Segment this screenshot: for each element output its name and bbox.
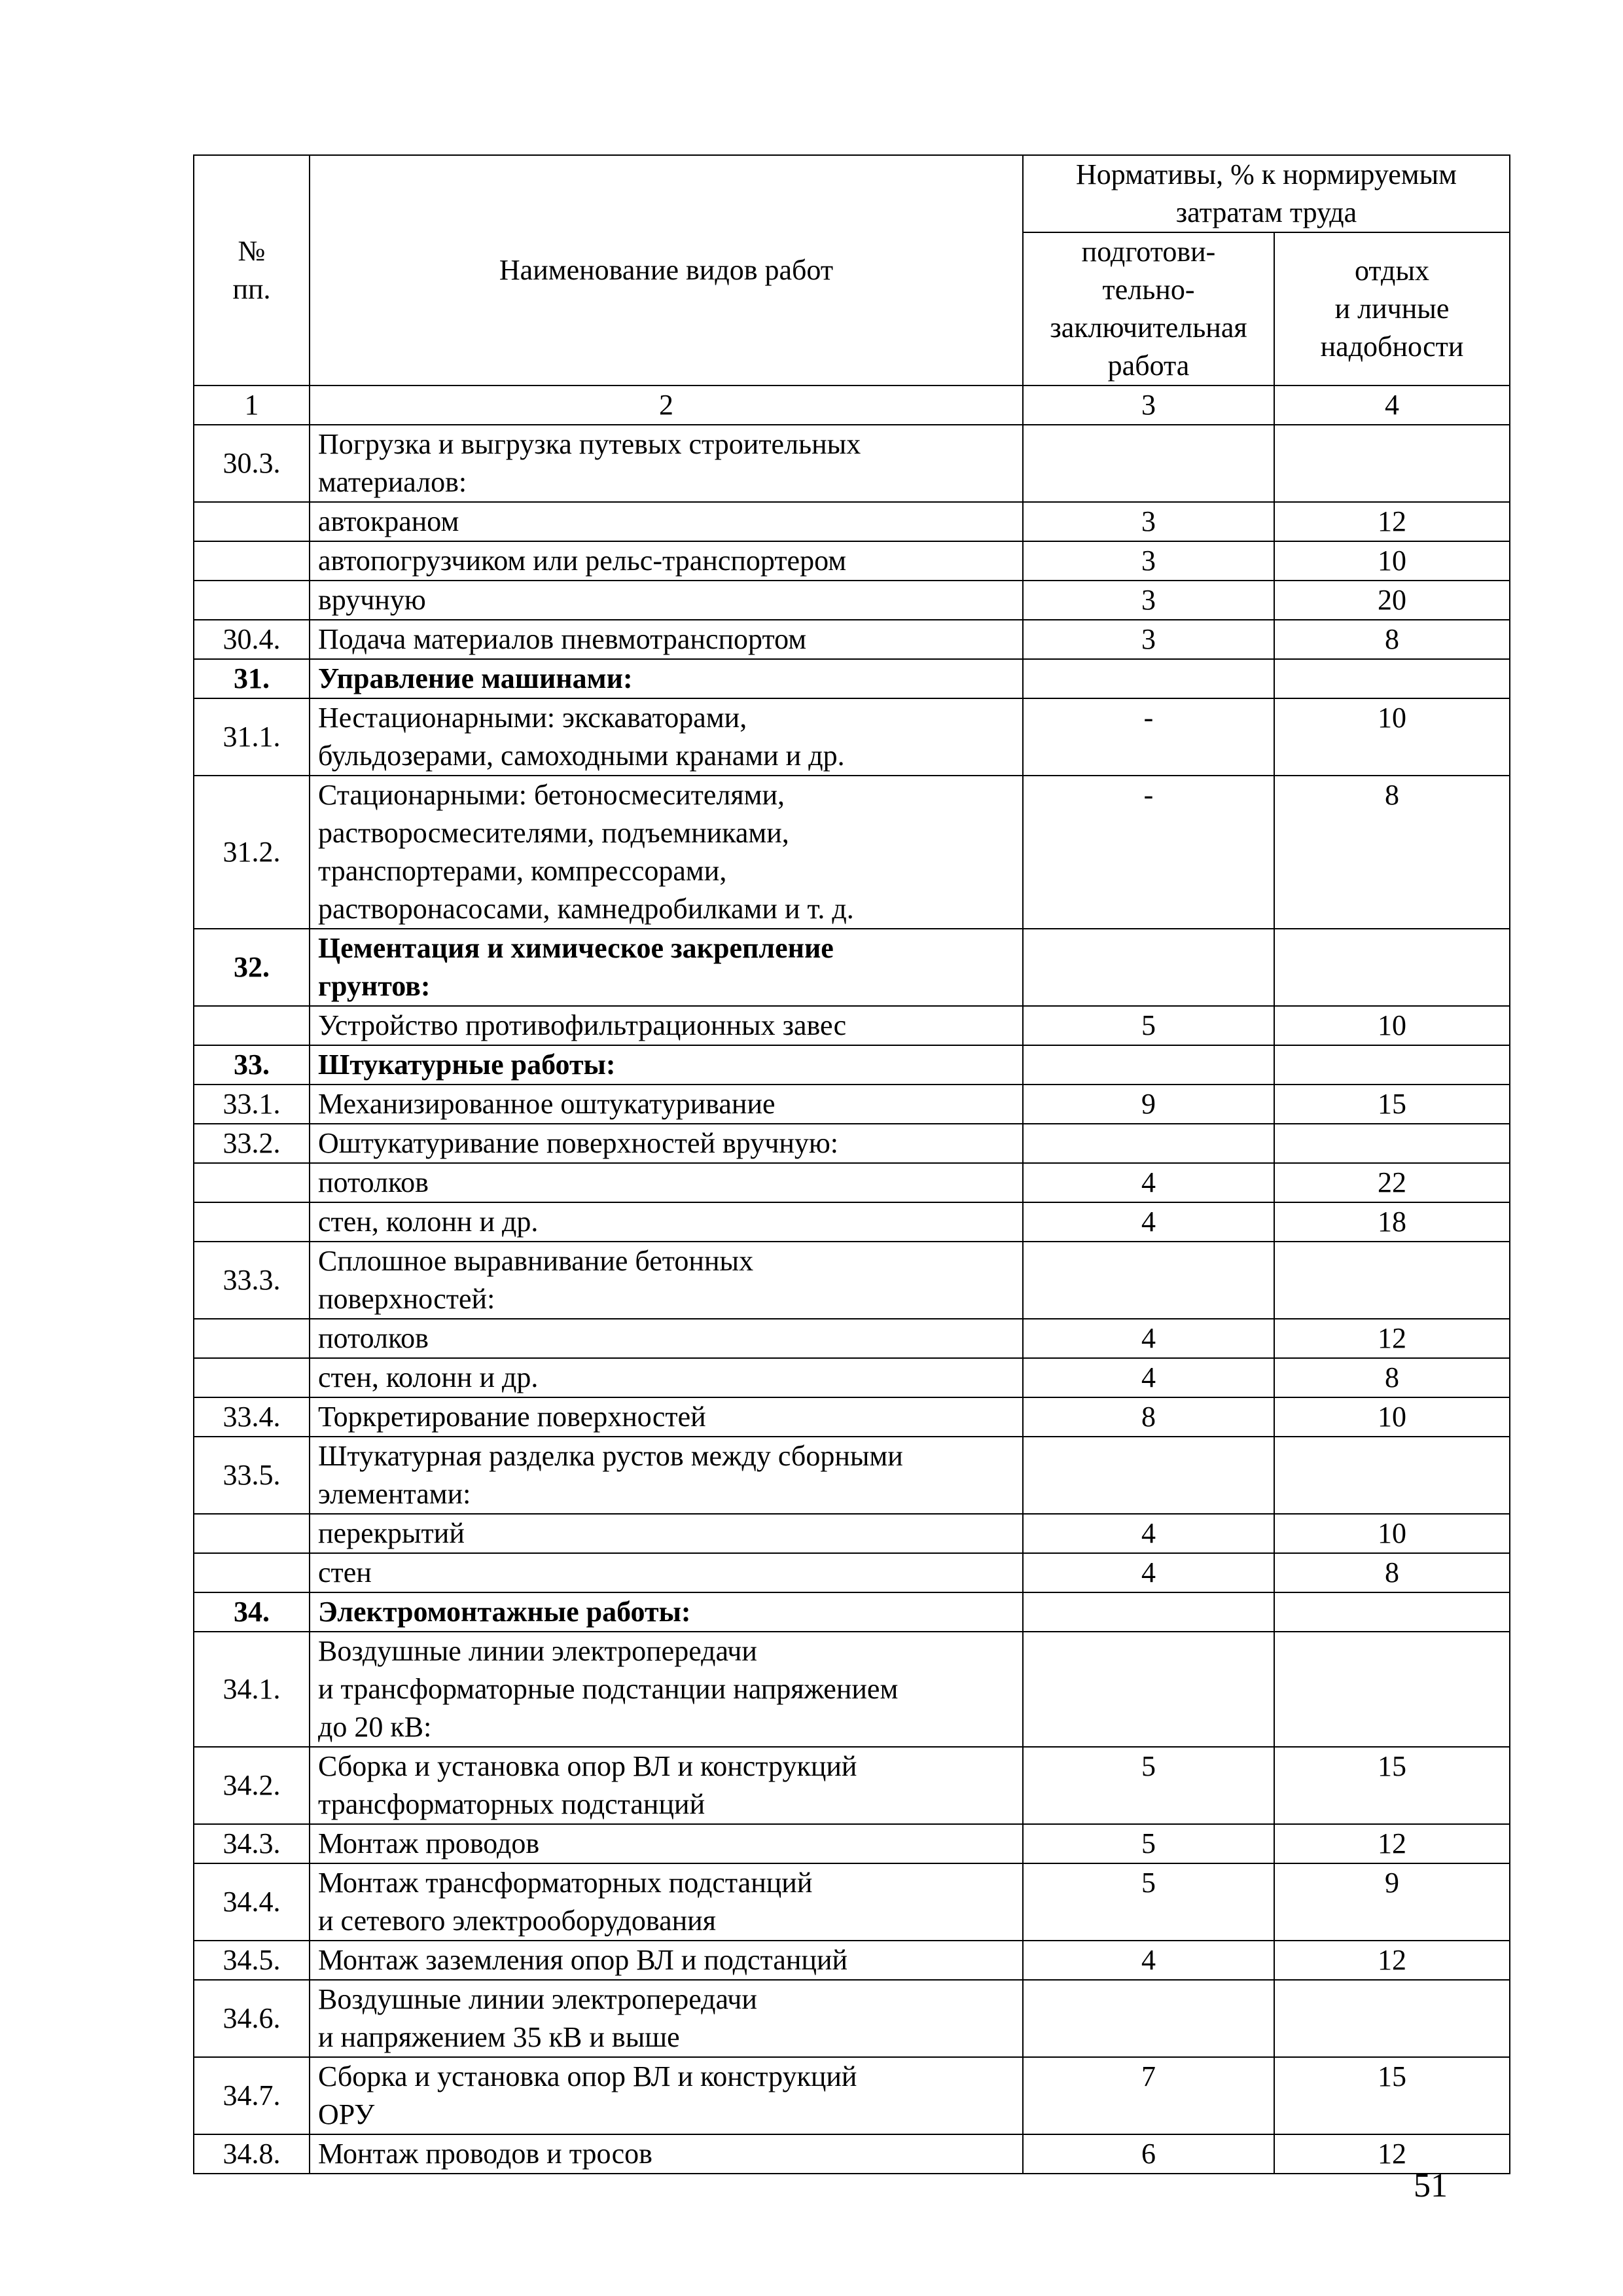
table-row bbox=[194, 2134, 1510, 2174]
row-number: 33.4. bbox=[194, 1397, 310, 1437]
column-numbers-row bbox=[194, 386, 1510, 425]
row-name: Погрузка и выгрузка путевых строительных материалов: bbox=[310, 425, 1023, 502]
row-prep-value: 7 bbox=[1023, 2057, 1274, 2134]
row-rest-value bbox=[1274, 1045, 1510, 1085]
header-norms: Нормативы, % к нормируемым затратам труда bbox=[1023, 155, 1510, 232]
header-name: Наименование видов работ bbox=[310, 155, 1023, 386]
row-name: Монтаж проводов и тросов bbox=[310, 2134, 1023, 2174]
table-row bbox=[194, 659, 1510, 698]
row-name: Сборка и установка опор ВЛ и конструкций ОРУ bbox=[310, 2057, 1023, 2134]
row-number bbox=[194, 1319, 310, 1358]
table-row bbox=[194, 1747, 1510, 1824]
row-name: Торкретирование поверхностей bbox=[310, 1397, 1023, 1437]
table-row bbox=[194, 1824, 1510, 1863]
table-row bbox=[194, 929, 1510, 1006]
row-rest-value: 8 bbox=[1274, 620, 1510, 659]
row-name: Стационарными: бетоносмесителями, растворосмесителями, подъемниками, транспортерами, компрессорами, растворонасосами, камнедробилками и т. д. bbox=[310, 776, 1023, 929]
row-prep-value bbox=[1023, 1980, 1274, 2057]
row-name: Монтаж заземления опор ВЛ и подстанций bbox=[310, 1941, 1023, 1980]
row-number: 34.1. bbox=[194, 1632, 310, 1747]
row-prep-value: 4 bbox=[1023, 1202, 1274, 1242]
row-rest-value: 12 bbox=[1274, 1319, 1510, 1358]
row-rest-value bbox=[1274, 1124, 1510, 1163]
row-number: 34.2. bbox=[194, 1747, 310, 1824]
row-name: вручную bbox=[310, 581, 1023, 620]
row-rest-value: 8 bbox=[1274, 776, 1510, 929]
table-row bbox=[194, 425, 1510, 502]
row-name: Штукатурные работы: bbox=[310, 1045, 1023, 1085]
table-row bbox=[194, 1006, 1510, 1045]
row-number: 30.3. bbox=[194, 425, 310, 502]
row-rest-value: 10 bbox=[1274, 1006, 1510, 1045]
row-name: Механизированное оштукатуривание bbox=[310, 1085, 1023, 1124]
table-row bbox=[194, 776, 1510, 929]
table-row bbox=[194, 1437, 1510, 1514]
row-number: 33.5. bbox=[194, 1437, 310, 1514]
row-prep-value bbox=[1023, 1632, 1274, 1747]
table-row bbox=[194, 1358, 1510, 1397]
row-name: Сплошное выравнивание бетонных поверхностей: bbox=[310, 1242, 1023, 1319]
row-name: стен, колонн и др. bbox=[310, 1358, 1023, 1397]
row-prep-value: 3 bbox=[1023, 502, 1274, 541]
table-row bbox=[194, 2057, 1510, 2134]
row-rest-value bbox=[1274, 1592, 1510, 1632]
row-number: 31.2. bbox=[194, 776, 310, 929]
row-name: потолков bbox=[310, 1163, 1023, 1202]
row-rest-value bbox=[1274, 659, 1510, 698]
table-row bbox=[194, 541, 1510, 581]
header-num: № пп. bbox=[194, 155, 310, 386]
row-number bbox=[194, 1514, 310, 1553]
row-prep-value: 4 bbox=[1023, 1163, 1274, 1202]
row-rest-value: 12 bbox=[1274, 502, 1510, 541]
row-rest-value: 12 bbox=[1274, 1824, 1510, 1863]
table-row bbox=[194, 1085, 1510, 1124]
row-prep-value: 6 bbox=[1023, 2134, 1274, 2174]
table-row bbox=[194, 502, 1510, 541]
row-prep-value: 5 bbox=[1023, 1747, 1274, 1824]
row-name: Оштукатуривание поверхностей вручную: bbox=[310, 1124, 1023, 1163]
row-prep-value bbox=[1023, 1437, 1274, 1514]
row-rest-value: 22 bbox=[1274, 1163, 1510, 1202]
table-row bbox=[194, 1045, 1510, 1085]
row-rest-value: 20 bbox=[1274, 581, 1510, 620]
row-prep-value: 4 bbox=[1023, 1319, 1274, 1358]
table-row bbox=[194, 581, 1510, 620]
table-row bbox=[194, 1319, 1510, 1358]
row-number: 31.1. bbox=[194, 698, 310, 776]
table-row bbox=[194, 1124, 1510, 1163]
row-number: 31. bbox=[194, 659, 310, 698]
table-row bbox=[194, 1514, 1510, 1553]
row-prep-value: 4 bbox=[1023, 1553, 1274, 1592]
row-number: 33.1. bbox=[194, 1085, 310, 1124]
row-name: перекрытий bbox=[310, 1514, 1023, 1553]
table-body bbox=[194, 425, 1510, 2174]
row-prep-value: 3 bbox=[1023, 581, 1274, 620]
row-prep-value: 4 bbox=[1023, 1514, 1274, 1553]
row-prep-value bbox=[1023, 659, 1274, 698]
row-prep-value bbox=[1023, 1592, 1274, 1632]
row-prep-value bbox=[1023, 1124, 1274, 1163]
row-name: потолков bbox=[310, 1319, 1023, 1358]
row-name: Воздушные линии электропередачи и напряжением 35 кВ и выше bbox=[310, 1980, 1023, 2057]
table-row bbox=[194, 1202, 1510, 1242]
page-number: 51 bbox=[1414, 2167, 1448, 2204]
table-row bbox=[194, 1863, 1510, 1941]
row-number: 33.3. bbox=[194, 1242, 310, 1319]
row-rest-value: 10 bbox=[1274, 698, 1510, 776]
row-prep-value bbox=[1023, 1045, 1274, 1085]
row-rest-value: 12 bbox=[1274, 1941, 1510, 1980]
row-number: 34.3. bbox=[194, 1824, 310, 1863]
row-rest-value: 15 bbox=[1274, 1085, 1510, 1124]
table-row bbox=[194, 1592, 1510, 1632]
row-name: Устройство противофильтрационных завес bbox=[310, 1006, 1023, 1045]
norms-table bbox=[193, 154, 1510, 2174]
row-prep-value: 3 bbox=[1023, 541, 1274, 581]
row-number: 30.4. bbox=[194, 620, 310, 659]
row-name: Электромонтажные работы: bbox=[310, 1592, 1023, 1632]
colnum-4: 4 bbox=[1274, 386, 1510, 425]
colnum-1: 1 bbox=[194, 386, 310, 425]
row-rest-value: 10 bbox=[1274, 1514, 1510, 1553]
row-rest-value: 10 bbox=[1274, 541, 1510, 581]
table-row bbox=[194, 1397, 1510, 1437]
row-name: Управление машинами: bbox=[310, 659, 1023, 698]
row-number: 32. bbox=[194, 929, 310, 1006]
row-rest-value: 15 bbox=[1274, 1747, 1510, 1824]
row-prep-value bbox=[1023, 1242, 1274, 1319]
row-rest-value: 9 bbox=[1274, 1863, 1510, 1941]
row-name: стен, колонн и др. bbox=[310, 1202, 1023, 1242]
row-number: 34.6. bbox=[194, 1980, 310, 2057]
row-name: Монтаж проводов bbox=[310, 1824, 1023, 1863]
row-number: 34.4. bbox=[194, 1863, 310, 1941]
row-number bbox=[194, 1006, 310, 1045]
row-name: Монтаж трансформаторных подстанций и сетевого электрооборудования bbox=[310, 1863, 1023, 1941]
row-prep-value: 4 bbox=[1023, 1941, 1274, 1980]
row-name: Воздушные линии электропередачи и трансформаторные подстанции напряжением до 20 кВ: bbox=[310, 1632, 1023, 1747]
table-row bbox=[194, 1980, 1510, 2057]
row-number: 34.7. bbox=[194, 2057, 310, 2134]
row-prep-value: 5 bbox=[1023, 1863, 1274, 1941]
table-row bbox=[194, 1242, 1510, 1319]
table-row bbox=[194, 620, 1510, 659]
row-rest-value bbox=[1274, 1632, 1510, 1747]
row-rest-value bbox=[1274, 929, 1510, 1006]
table-row bbox=[194, 1553, 1510, 1592]
row-rest-value: 8 bbox=[1274, 1553, 1510, 1592]
row-rest-value bbox=[1274, 425, 1510, 502]
row-rest-value: 15 bbox=[1274, 2057, 1510, 2134]
row-prep-value: - bbox=[1023, 698, 1274, 776]
row-rest-value: 10 bbox=[1274, 1397, 1510, 1437]
row-prep-value: 3 bbox=[1023, 620, 1274, 659]
row-rest-value bbox=[1274, 1437, 1510, 1514]
row-rest-value bbox=[1274, 1980, 1510, 2057]
row-name: Сборка и установка опор ВЛ и конструкций трансформаторных подстанций bbox=[310, 1747, 1023, 1824]
row-name: Цементация и химическое закрепление грунтов: bbox=[310, 929, 1023, 1006]
row-prep-value: 9 bbox=[1023, 1085, 1274, 1124]
row-number: 34. bbox=[194, 1592, 310, 1632]
row-prep-value bbox=[1023, 929, 1274, 1006]
row-name: Штукатурная разделка рустов между сборными элементами: bbox=[310, 1437, 1023, 1514]
header-row bbox=[194, 155, 1510, 232]
row-rest-value bbox=[1274, 1242, 1510, 1319]
header-prep: подготови- тельно- заключительная работа bbox=[1023, 232, 1274, 386]
row-prep-value: 5 bbox=[1023, 1824, 1274, 1863]
row-number bbox=[194, 1553, 310, 1592]
row-number bbox=[194, 502, 310, 541]
row-name: стен bbox=[310, 1553, 1023, 1592]
row-name: Подача материалов пневмотранспортом bbox=[310, 620, 1023, 659]
row-number bbox=[194, 1163, 310, 1202]
row-rest-value: 12 bbox=[1274, 2134, 1510, 2174]
row-prep-value: - bbox=[1023, 776, 1274, 929]
row-number: 34.5. bbox=[194, 1941, 310, 1980]
header-rest: отдых и личные надобности bbox=[1274, 232, 1510, 386]
row-rest-value: 18 bbox=[1274, 1202, 1510, 1242]
row-number: 33.2. bbox=[194, 1124, 310, 1163]
table-row bbox=[194, 1632, 1510, 1747]
row-number bbox=[194, 1202, 310, 1242]
row-name: автокраном bbox=[310, 502, 1023, 541]
row-number bbox=[194, 541, 310, 581]
table-row bbox=[194, 1163, 1510, 1202]
row-prep-value bbox=[1023, 425, 1274, 502]
row-prep-value: 5 bbox=[1023, 1006, 1274, 1045]
row-number bbox=[194, 1358, 310, 1397]
colnum-2: 2 bbox=[310, 386, 1023, 425]
row-name: Нестационарными: экскаваторами, бульдозерами, самоходными кранами и др. bbox=[310, 698, 1023, 776]
row-name: автопогрузчиком или рельс-транспортером bbox=[310, 541, 1023, 581]
row-number: 34.8. bbox=[194, 2134, 310, 2174]
row-number: 33. bbox=[194, 1045, 310, 1085]
table-row bbox=[194, 1941, 1510, 1980]
table-row bbox=[194, 698, 1510, 776]
row-number bbox=[194, 581, 310, 620]
colnum-3: 3 bbox=[1023, 386, 1274, 425]
row-prep-value: 4 bbox=[1023, 1358, 1274, 1397]
row-prep-value: 8 bbox=[1023, 1397, 1274, 1437]
row-rest-value: 8 bbox=[1274, 1358, 1510, 1397]
